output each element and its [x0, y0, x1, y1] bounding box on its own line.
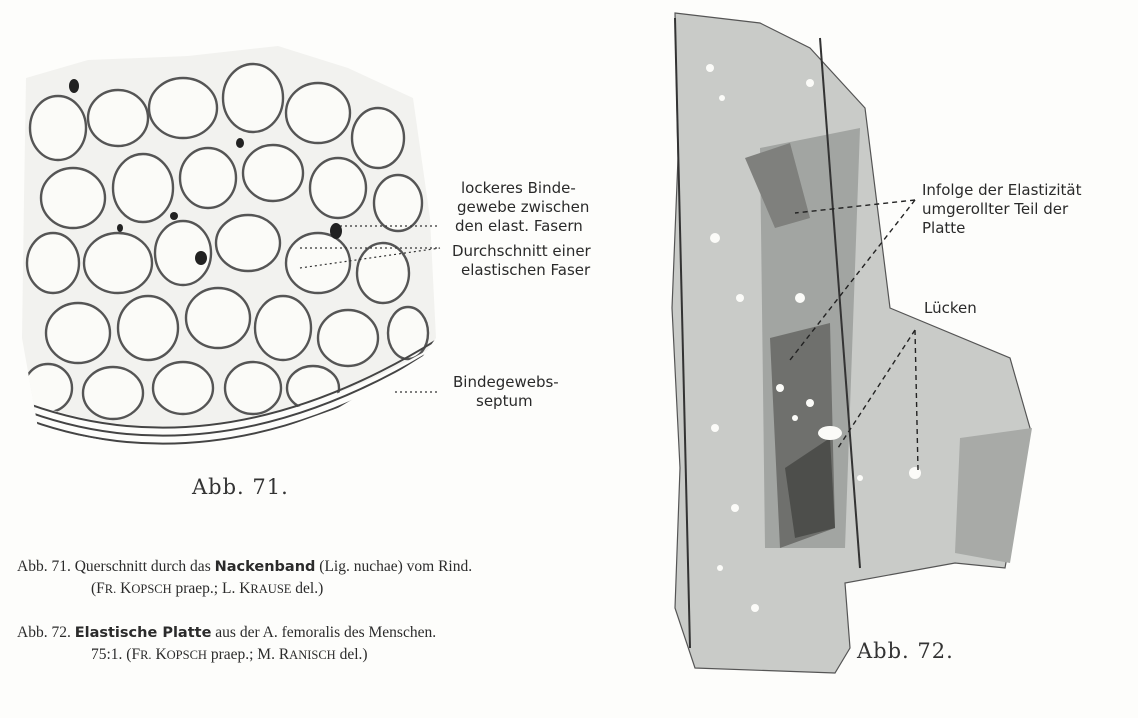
caption-72-credit-end: del.) — [339, 646, 368, 663]
caption-72-post: aus der A. femoralis des Menschen. — [215, 624, 437, 641]
caption-71 — [17, 556, 472, 600]
caption-71-credit-opsch: OPSCH — [131, 582, 172, 596]
caption-72-number: Abb. 72. — [17, 624, 71, 641]
figure-71-title: Abb. 71. — [192, 475, 289, 499]
caption-71-credit-mid: praep.; L. — [175, 580, 236, 597]
label-septum-line1: Bindegewebs- — [453, 373, 559, 391]
label-rolled-part-line1: Infolge der Elastizität — [922, 181, 1082, 199]
caption-72-credit-r2: R — [278, 646, 290, 663]
caption-72-credit-anisch: ANISCH — [289, 648, 336, 662]
caption-71-credit-k: K — [120, 580, 132, 597]
caption-71-bold: Nackenband — [214, 559, 316, 575]
label-fiber-section-line1: Durchschnitt einer — [452, 242, 591, 260]
caption-71-credit-k2: K — [239, 580, 251, 597]
caption-72-credit-mid: praep.; M. — [210, 646, 275, 663]
label-septum-line2: septum — [476, 392, 533, 410]
label-loose-tissue-line3: den elast. Fasern — [455, 217, 583, 235]
label-loose-tissue-line2: gewebe zwischen — [457, 198, 590, 216]
label-rolled-part-line2: umgerollter Teil der — [922, 200, 1069, 218]
caption-72 — [17, 622, 436, 666]
caption-72-credit-opsch: OPSCH — [166, 648, 207, 662]
caption-72-credit-k: K — [155, 646, 167, 663]
caption-72-bold: Elastische Platte — [74, 625, 212, 641]
label-rolled-part-line3: Platte — [922, 219, 966, 237]
caption-72-credit-open: 75:1. (F — [91, 646, 141, 663]
caption-71-credit-end: del.) — [295, 580, 324, 597]
figure-72-title: Abb. 72. — [857, 639, 954, 663]
caption-72-credit-r: R. — [140, 648, 152, 662]
caption-71-credit-open: (F — [91, 580, 105, 597]
label-fiber-section-line2: elastischen Faser — [461, 261, 591, 279]
caption-71-credit-rause: RAUSE — [250, 582, 292, 596]
label-gaps: Lücken — [924, 299, 977, 317]
caption-71-number: Abb. 71. — [17, 558, 71, 575]
caption-71-post: (Lig. nuchae) vom Rind. — [319, 558, 473, 575]
caption-71-pre: Querschnitt durch das — [74, 558, 211, 575]
label-loose-tissue-line1: lockeres Binde- — [461, 179, 576, 197]
caption-71-credit-r: R. — [104, 582, 117, 596]
